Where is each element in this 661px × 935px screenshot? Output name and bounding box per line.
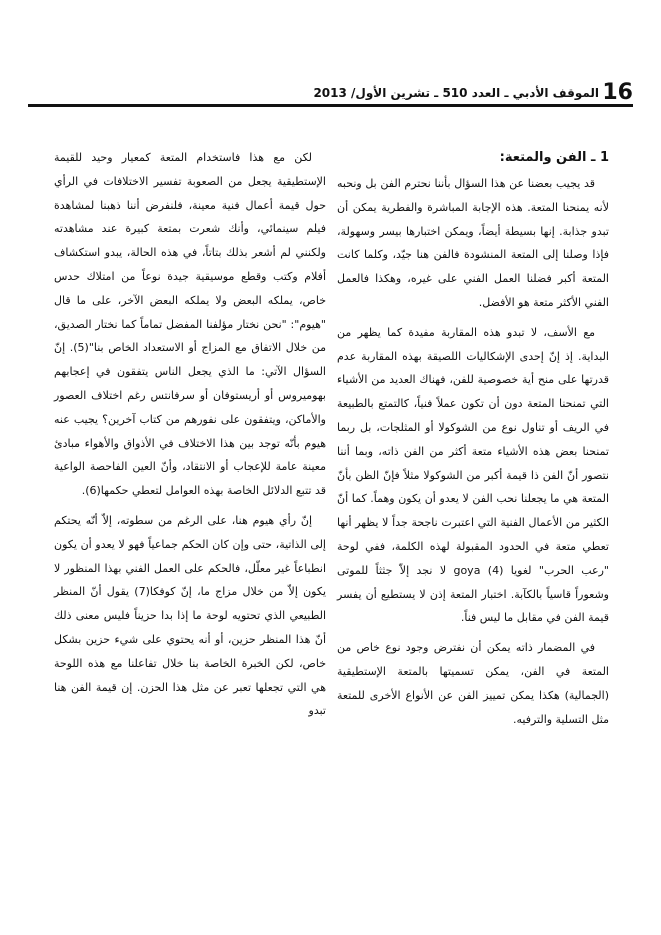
paragraph: مع الأسف، لا تبدو هذه المقاربة مفيدة كما يظهر من البداية. إذ إنّ إحدى الإشكاليات اللصيقة بهذه المقاربة عدم قدرتها على منح أية خصوصية للفن، فهناك العديد من الأشياء التي تمنحنا المتعة دون أن تكون عملاً فنياً، كالتمتع بالطبيعة في الريف أو تناول نوع من الشوكولا أو المثلجات، بل ربما تمنحنا بعض هذه الأشياء متعة أكثر من الفن ذاته، وبما أننا نتصور أنّ الفن ذا قيمة أكبر من الشوكولا مثلاً فإنّ الظن بأنّ المتعة هي ما يجعلنا نحب الفن لا يعدو أن يكون وهماً. كما أنّ الكثير من الأعمال الفنية التي اعتبرت ناجحة جداً لا يظهر أنها تعطي متعة في الحدود المقبولة لهذه الكلمة، ففي لوحة "رعب الحرب" لغويا goya (4) لا نجد إلاّ جثثاً للموتى وشعوراً قاسياً بالكآبة. اختبار المتعة إذن لا يستطيع أن يفسر قيمة الفن في مقابل ما ليس فناً.	[337, 325, 609, 625]
header-rule	[28, 104, 633, 107]
journal-issue-info: الموقف الأدبي ـ العدد 510 ـ تشرين الأول/ 2013	[313, 86, 599, 100]
right-column	[337, 146, 609, 731]
page-number: 16	[602, 80, 633, 105]
paragraph: قد يجيب بعضنا عن هذا السؤال بأننا نحترم الفن بل ونحبه لأنه يمنحنا المتعة. هذه الإجابة المباشرة والفطرية يمكن أن تبدو جذابة. إنها بسيطة أيضاً، ويمكن اختبارها بيسر وسهولة، فإذا وصلنا إلى المتعة المنشودة فالفن هنا جيّد، وكلما كانت المتعة أكبر فضلنا العمل الفني على غيره، وهكذا فالعمل الفني الأكثر متعة هو الأفضل.	[337, 177, 609, 309]
paragraph: في المضمار ذاته يمكن أن نفترض وجود نوع خاص من المتعة في الفن، يمكن تسميتها بالمتعة الإستطيقية (الجمالية) هكذا يمكن تمييز الفن عن الأنواع الأخرى للمتعة مثل التسلية والترفيه.	[337, 641, 609, 726]
left-column	[54, 146, 326, 723]
paragraph: لكن مع هذا فاستخدام المتعة كمعيار وحيد للقيمة الإستطيقية يجعل من الصعوبة تفسير الاختلافات في الرأي حول قيمة أعمال فنية معينة، فلنفرض أننا ذهبنا لمشاهدة فيلم سينمائي، وأنك شعرت بمتعة كبيرة عند مشاهدته ولكنني لم أشعر بذلك بتاتاً، في هذه الحالة، يبدو استكشاف أفلام وكتب وقطع موسيقية جيدة نوعاً من امتلاك حدس خاص، يملكه البعض ولا يملكه البعض الآخر، على ما قال "هيوم": "نحن نختار مؤلفنا المفضل تماماً كما نختار الصديق، من خلال الاتفاق مع المزاج أو الاستعداد الخاص بنا"(5). إنّ السؤال الآتي: ما الذي يجعل الناس يتفقون في إعجابهم بهوميروس أو أريستوفان أو سرفانتس رغم اختلاف العصور والأماكن، ويتفقون على نفورهم من كتاب آخرين؟ يجيب عنه هيوم بأنّه توجد بين هذا الاختلاف في الأذواق والأهواء مبادئ معينة عامة للإعجاب أو الانتقاد، وأنّ العين الفاحصة الواعية قد تتبع الدلائل الخاصة بهذه العوامل لتعطي حكمها(6).	[54, 151, 327, 498]
section-heading: 1 ـ الفن والمتعة:	[499, 150, 609, 165]
running-header	[28, 80, 633, 106]
paragraph: إنّ رأي هيوم هنا، على الرغم من سطوته، إلاّ أنّه يحتكم إلى الذاتية، حتى وإن كان الحكم جماعياً فهو لا يعدو أن يكون انطباعاً غير معلّل، فالحكم على العمل الفني بهذا المنظور لا يكون إلاّ من خلال مزاج ما، إنّ كوفكا(7) يقول أنّ المنظر الطبيعي الذي تحتويه لوحة ما إذا بدا حزيناً فليس معنى ذلك أنّ هذا المنظر حزين، أو أنه يحتوي على شيء حزين بشكل خاص، لكن الخبرة الخاصة بنا خلال تفاعلنا مع هذه اللوحة هي التي تجعلها تعبر عن مثل هذا الحزن. إن قيمة الفن هنا تبدو	[54, 513, 327, 718]
